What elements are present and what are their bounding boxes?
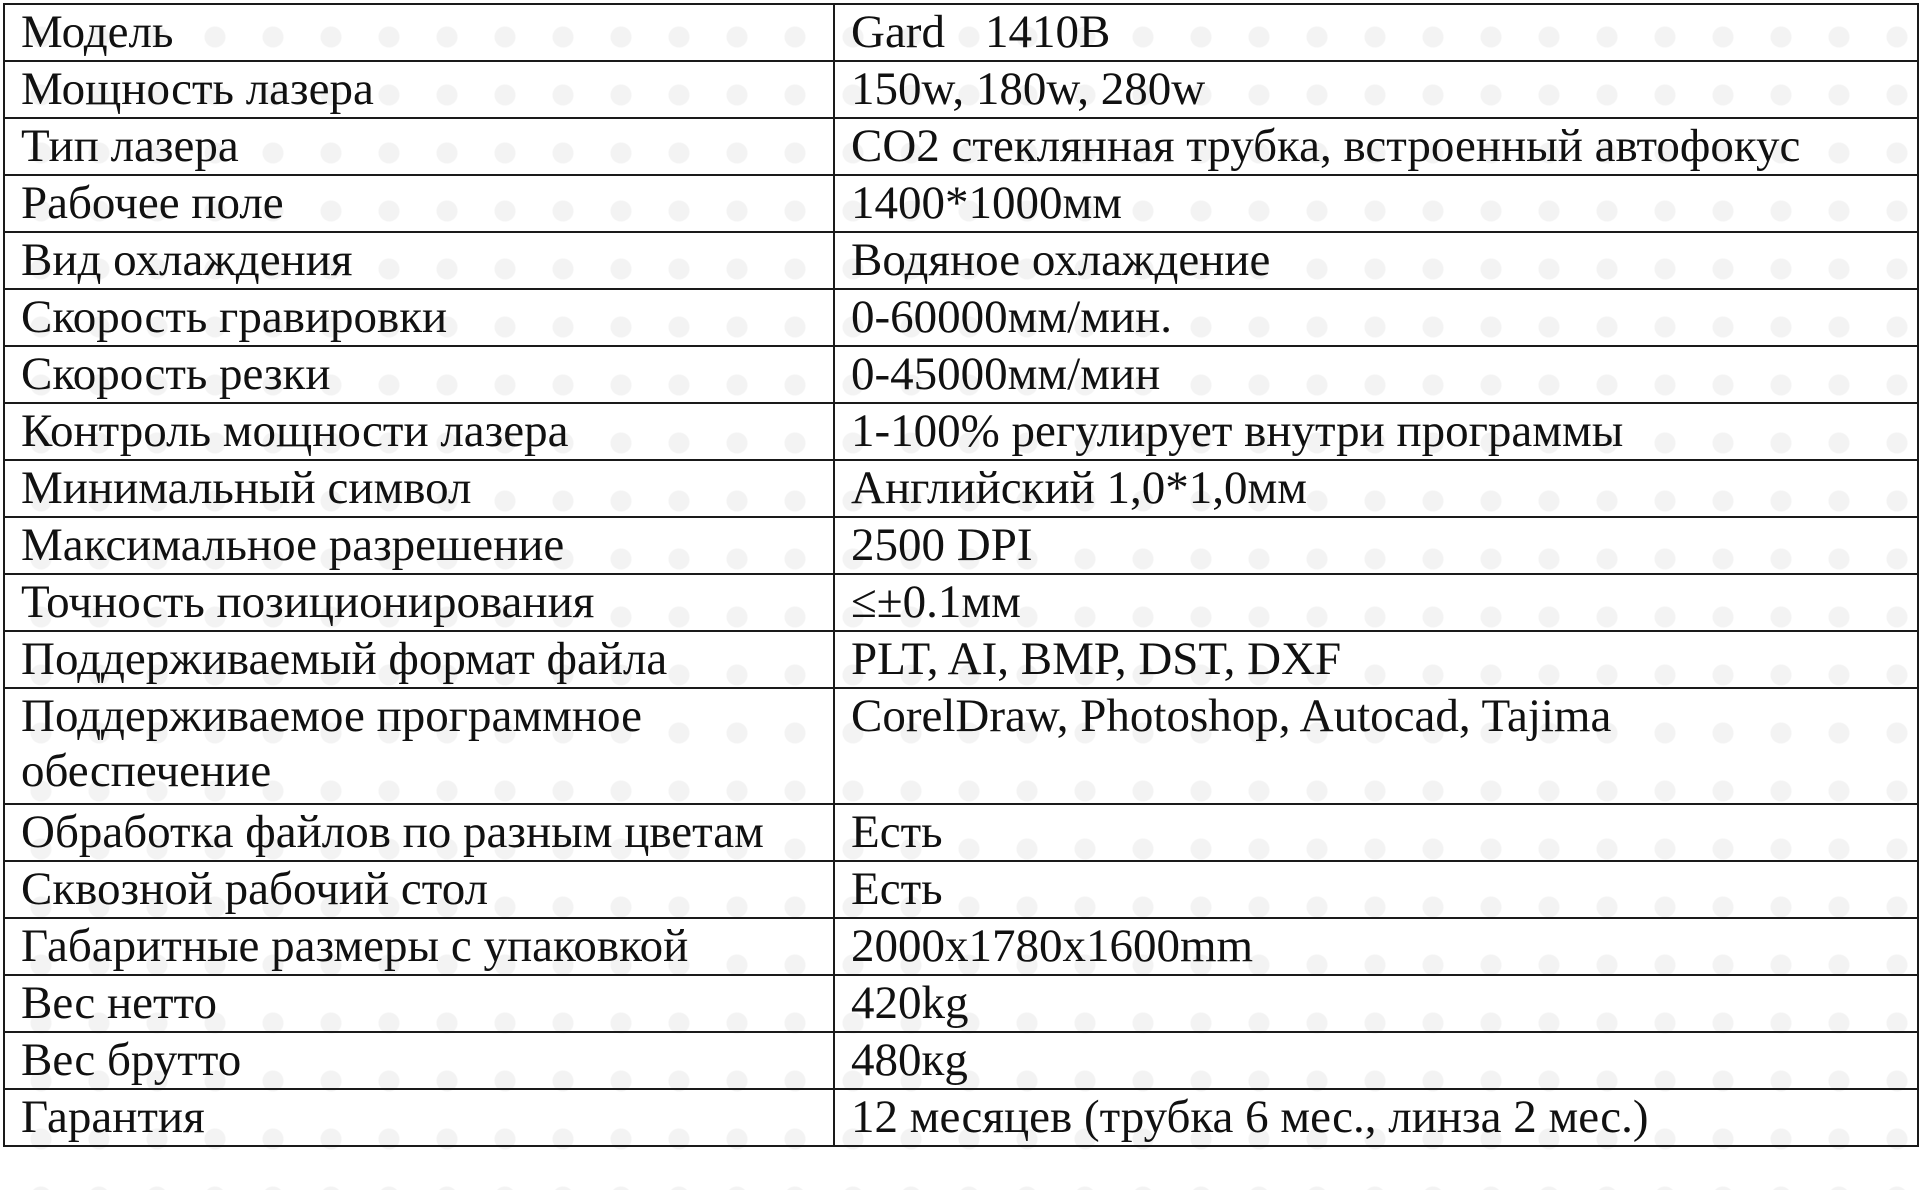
param-cell: Мощность лазера: [4, 61, 834, 118]
table-row: [4, 346, 1918, 403]
value-cell: 480кg: [834, 1032, 1918, 1089]
value-cell: 420kg: [834, 975, 1918, 1032]
param-cell: Точность позиционирования: [4, 574, 834, 631]
param-cell: Тип лазера: [4, 118, 834, 175]
value-cell: ≤±0.1мм: [834, 574, 1918, 631]
value-cell: 150w, 180w, 280w: [834, 61, 1918, 118]
table-row: [4, 61, 1918, 118]
table-row: [4, 460, 1918, 517]
value-cell: PLT, AI, BMP, DST, DXF: [834, 631, 1918, 688]
table-row: [4, 118, 1918, 175]
table-row: [4, 4, 1918, 61]
param-cell: Гарантия: [4, 1089, 834, 1146]
value-cell: CO2 стеклянная трубка, встроенный автофокус: [834, 118, 1918, 175]
param-cell: Минимальный символ: [4, 460, 834, 517]
param-cell: Обработка файлов по разным цветам: [4, 804, 834, 861]
table-row: [4, 574, 1918, 631]
table-row: [4, 918, 1918, 975]
value-cell: 2500 DPI: [834, 517, 1918, 574]
table-row: [4, 688, 1918, 804]
table-row: [4, 1089, 1918, 1146]
param-cell: Рабочее поле: [4, 175, 834, 232]
param-cell: Сквозной рабочий стол: [4, 861, 834, 918]
value-cell: Есть: [834, 804, 1918, 861]
table-row: [4, 631, 1918, 688]
value-cell: [834, 4, 1918, 61]
value-cell: Есть: [834, 861, 1918, 918]
param-cell: Скорость гравировки: [4, 289, 834, 346]
table-row: [4, 403, 1918, 460]
table-row: [4, 175, 1918, 232]
param-cell: Скорость резки: [4, 346, 834, 403]
table-row: [4, 517, 1918, 574]
value-cell: 1-100% регулирует внутри программы: [834, 403, 1918, 460]
value-cell: 1400*1000мм: [834, 175, 1918, 232]
value-cell: 2000x1780x1600mm: [834, 918, 1918, 975]
param-cell: Максимальное разрешение: [4, 517, 834, 574]
param-cell: Вид охлаждения: [4, 232, 834, 289]
value-cell: Водяное охлаждение: [834, 232, 1918, 289]
param-cell: Вес нетто: [4, 975, 834, 1032]
table-row: [4, 1032, 1918, 1089]
table-row: [4, 975, 1918, 1032]
value-cell: 0-60000мм/мин.: [834, 289, 1918, 346]
value-cell: 0-45000мм/мин: [834, 346, 1918, 403]
param-cell: Поддерживаемое программное обеспечение: [4, 688, 834, 804]
value-cell: Английский 1,0*1,0мм: [834, 460, 1918, 517]
model-brand: Gard: [851, 6, 945, 58]
param-cell: Вес брутто: [4, 1032, 834, 1089]
table-row: [4, 289, 1918, 346]
param-cell: Модель: [4, 4, 834, 61]
param-cell: Поддерживаемый формат файла: [4, 631, 834, 688]
param-cell: Контроль мощности лазера: [4, 403, 834, 460]
table-row: [4, 232, 1918, 289]
table-row: [4, 861, 1918, 918]
spec-table: [3, 3, 1919, 1147]
model-number: 1410B: [984, 6, 1111, 58]
table-row: [4, 804, 1918, 861]
value-cell: CorelDraw, Photoshop, Autocad, Tajima: [834, 688, 1918, 804]
value-cell: 12 месяцев (трубка 6 мес., линза 2 мес.): [834, 1089, 1918, 1146]
param-cell: Габаритные размеры с упаковкой: [4, 918, 834, 975]
